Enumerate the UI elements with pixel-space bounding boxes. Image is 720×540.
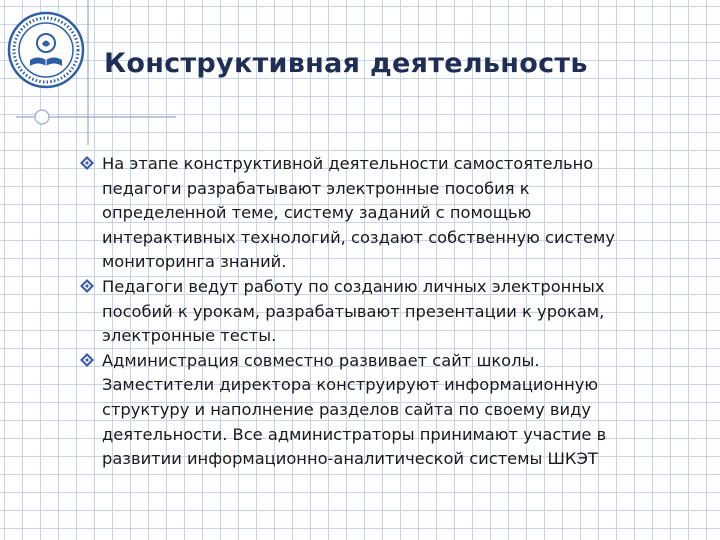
bullet-list bbox=[80, 152, 650, 472]
bullet-item bbox=[80, 275, 650, 349]
slide-title: Конструктивная деятельность bbox=[104, 48, 588, 79]
diamond-bullet-icon bbox=[80, 279, 94, 293]
bullet-text: Администрация совместно развивает сайт школы. Заместители директора конструируют информационную структуру и наполнение разделов сайта по своему виду деятельности. Все администраторы принимают участие в развитии информационно-аналитической системы ШКЭТ bbox=[102, 350, 607, 469]
diamond-bullet-icon bbox=[80, 156, 94, 170]
bullet-item bbox=[80, 152, 650, 275]
diamond-bullet-icon bbox=[80, 353, 94, 367]
bullet-text: На этапе конструктивной деятельности самостоятельно педагоги разрабатывают электронные пособия к определенной теме, систему заданий с помощью интерактивных технологий, создают собственную систему мониторинга знаний. bbox=[102, 154, 615, 272]
crosshair-circle bbox=[35, 110, 49, 124]
school-seal-logo bbox=[6, 10, 86, 90]
bullet-text: Педагоги ведут работу по созданию личных электронных пособий к урокам, разрабатывают презентации к урокам, электронные тесты. bbox=[102, 276, 605, 346]
bullet-item bbox=[80, 349, 650, 472]
